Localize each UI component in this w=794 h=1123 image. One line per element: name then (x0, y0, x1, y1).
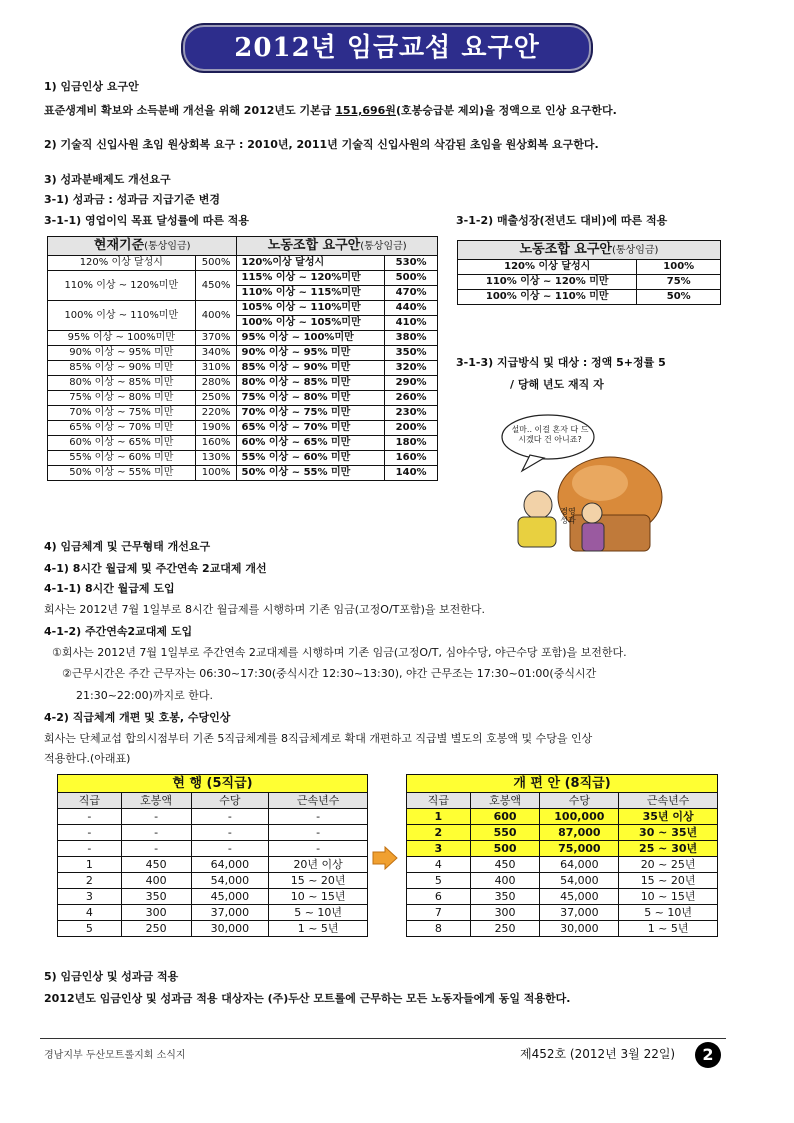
table-row: 2 400 54,000 15 ~ 20년 (58, 873, 368, 889)
section4-1-2-item2-cont: 21:30~22:00)까지로 한다. (76, 689, 214, 702)
page-title: 2012년 임금교섭 요구안 (183, 25, 591, 71)
wage-table-new-head: 직급 호봉액 수당 근속년수 (407, 793, 718, 809)
table-row: 110% 이상 ~ 120%미만 450% 115% 이상 ~ 120%미만 500% (48, 271, 438, 286)
table-row: 110% 이상 ~ 115%미만 470% (48, 286, 438, 301)
table-row: 6 350 45,000 10 ~ 15년 (407, 889, 718, 905)
table-row: 5 400 54,000 15 ~ 20년 (407, 873, 718, 889)
table-row: 95% 이상 ~ 100%미만 370% 95% 이상 ~ 100%미만 380% (48, 331, 438, 346)
section2-line: 2) 기술직 신입사원 초임 원상회복 요구 : 2010년, 2011년 기술직 신입사원의 삭감된 초임을 원상회복 요구한다. (44, 138, 599, 151)
section4-1-1-heading: 4-1-1) 8시간 월급제 도입 (44, 582, 175, 595)
table-row: 4 300 37,000 5 ~ 10년 (58, 905, 368, 921)
section4-1-2-item2: ②근무시간은 주간 근무자는 06:30~17:30(중식시간 12:30~13:30), 야간 근무조는 17:30~01:00(중식시간 (62, 667, 597, 680)
section4-1-1-body: 회사는 2012년 7월 1일부로 8시간 월급제를 시행하며 기존 임금(고정O/T포함)을 보전한다. (44, 603, 486, 616)
table-row: 100% 이상 ~ 110%미만 400% 105% 이상 ~ 110%미만 440% (48, 301, 438, 316)
table-row: 80% 이상 ~ 85% 미만 280% 80% 이상 ~ 85% 미만 290% (48, 376, 438, 391)
section4-2-body: 회사는 단체교섭 합의시점부터 기존 5직급체계를 8직급체계로 확대 개편하고 직급별 별도의 호봉액 및 수당을 인상 (44, 732, 593, 745)
table-row: 90% 이상 ~ 95% 미만 340% 90% 이상 ~ 95% 미만 350% (48, 346, 438, 361)
table-header-union: 노동조합 요구안(통상임금) (458, 241, 721, 260)
table-row: 7 300 37,000 5 ~ 10년 (407, 905, 718, 921)
section1-body: 표준생계비 확보와 소득분배 개선을 위해 2012년도 기본급 151,696원(호봉승급분 제외)을 정액으로 인상 요구한다. (44, 104, 617, 117)
table-row: 100% 이상 ~ 105%미만 410% (48, 316, 438, 331)
page-number: 2 (695, 1042, 721, 1068)
table-row: 120% 이상 달성시 100% (458, 260, 721, 275)
table-header-union: 노동조합 요구안(통상임금) (237, 237, 438, 256)
wage-table-current (57, 774, 368, 937)
table-row: 2 550 87,000 30 ~ 35년 (407, 825, 718, 841)
sales-growth-table (457, 240, 721, 305)
section3-1-3-line1: 3-1-3) 지급방식 및 대상 : 정액 5+정률 5 (456, 356, 666, 369)
section3-1-heading: 3-1) 성과금 : 성과금 지급기준 변경 (44, 193, 220, 206)
section3-1-1-heading: 3-1-1) 영업이익 목표 달성률에 따른 적용 (44, 214, 250, 227)
operating-profit-table (47, 236, 438, 481)
table-row: 110% 이상 ~ 120% 미만 75% (458, 275, 721, 290)
table-row: 70% 이상 ~ 75% 미만 220% 70% 이상 ~ 75% 미만 230% (48, 406, 438, 421)
table-row: 4 450 64,000 20 ~ 25년 (407, 857, 718, 873)
cartoon-speech: 설마.. 이걸 혼자 다 드시겠다 건 아니죠? (511, 425, 589, 444)
table-row: - - - - (58, 825, 368, 841)
table-row: 3 500 75,000 25 ~ 30년 (407, 841, 718, 857)
table-row: - - - - (58, 809, 368, 825)
wage-table-new-title: 개 편 안 (8직급) (407, 775, 718, 793)
section3-1-3-line2: / 당해 년도 재직 자 (510, 378, 604, 391)
wage-table-current-head: 직급 호봉액 수당 근속년수 (58, 793, 368, 809)
section3-heading: 3) 성과분배제도 개선요구 (44, 173, 171, 186)
table-row: 50% 이상 ~ 55% 미만 100% 50% 이상 ~ 55% 미만 140% (48, 466, 438, 481)
footer-publication: 경남지부 두산모트롤지회 소식지 (44, 1050, 186, 1061)
wage-table-current-title: 현 행 (5직급) (58, 775, 368, 793)
table-row: 5 250 30,000 1 ~ 5년 (58, 921, 368, 937)
table-row: 65% 이상 ~ 70% 미만 190% 65% 이상 ~ 70% 미만 200% (48, 421, 438, 436)
wage-increase-amount: 151,696원 (335, 104, 396, 117)
table-row: 100% 이상 ~ 110% 미만 50% (458, 290, 721, 305)
table-row: 3 350 45,000 10 ~ 15년 (58, 889, 368, 905)
table-row: 1 600 100,000 35년 이상 (407, 809, 718, 825)
table-row: - - - - (58, 841, 368, 857)
section3-1-2-heading: 3-1-2) 매출성장(전년도 대비)에 따른 적용 (456, 214, 668, 227)
arrow-right-icon (372, 846, 398, 874)
section4-heading: 4) 임금체계 및 근무형태 개선요구 (44, 540, 211, 553)
table-row: 75% 이상 ~ 80% 미만 250% 75% 이상 ~ 80% 미만 260% (48, 391, 438, 406)
table-header-current: 현재기준(통상임금) (48, 237, 237, 256)
table-row: 85% 이상 ~ 90% 미만 310% 85% 이상 ~ 90% 미만 320% (48, 361, 438, 376)
section4-1-2-heading: 4-1-2) 주간연속2교대제 도입 (44, 625, 193, 638)
table-row: 60% 이상 ~ 65% 미만 160% 60% 이상 ~ 65% 미만 180% (48, 436, 438, 451)
table-row: 1 450 64,000 20년 이상 (58, 857, 368, 873)
footer-divider (40, 1038, 726, 1039)
section5-body: 2012년도 임금인상 및 성과금 적용 대상자는 (주)두산 모트롤에 근무하는 모든 노동자들에게 동일 적용한다. (44, 992, 571, 1005)
wage-table-new (406, 774, 718, 937)
table-row: 8 250 30,000 1 ~ 5년 (407, 921, 718, 937)
section4-1-2-item1: ①회사는 2012년 7월 1일부로 주간연속 2교대제를 시행하며 기존 임금(고정O/T, 심야수당, 야근수당 포함)을 보전한다. (52, 646, 627, 659)
cartoon-illustration (500, 405, 670, 555)
table-row: 55% 이상 ~ 60% 미만 130% 55% 이상 ~ 60% 미만 160% (48, 451, 438, 466)
section1-heading: 1) 임금인상 요구안 (44, 80, 139, 93)
footer-issue: 제452호 (2012년 3월 22일) (520, 1047, 676, 1061)
table-row: 120% 이상 달성시 500% 120%이상 달성시 530% (48, 256, 438, 271)
section4-2-body-cont: 적용한다.(아래표) (44, 752, 131, 765)
section4-2-heading: 4-2) 직급체계 개편 및 호봉, 수당인상 (44, 711, 231, 724)
cartoon-label: 경영 성과 (560, 507, 576, 525)
section4-1-heading: 4-1) 8시간 월급제 및 주간연속 2교대제 개선 (44, 562, 267, 575)
section5-heading: 5) 임금인상 및 성과금 적용 (44, 970, 179, 983)
